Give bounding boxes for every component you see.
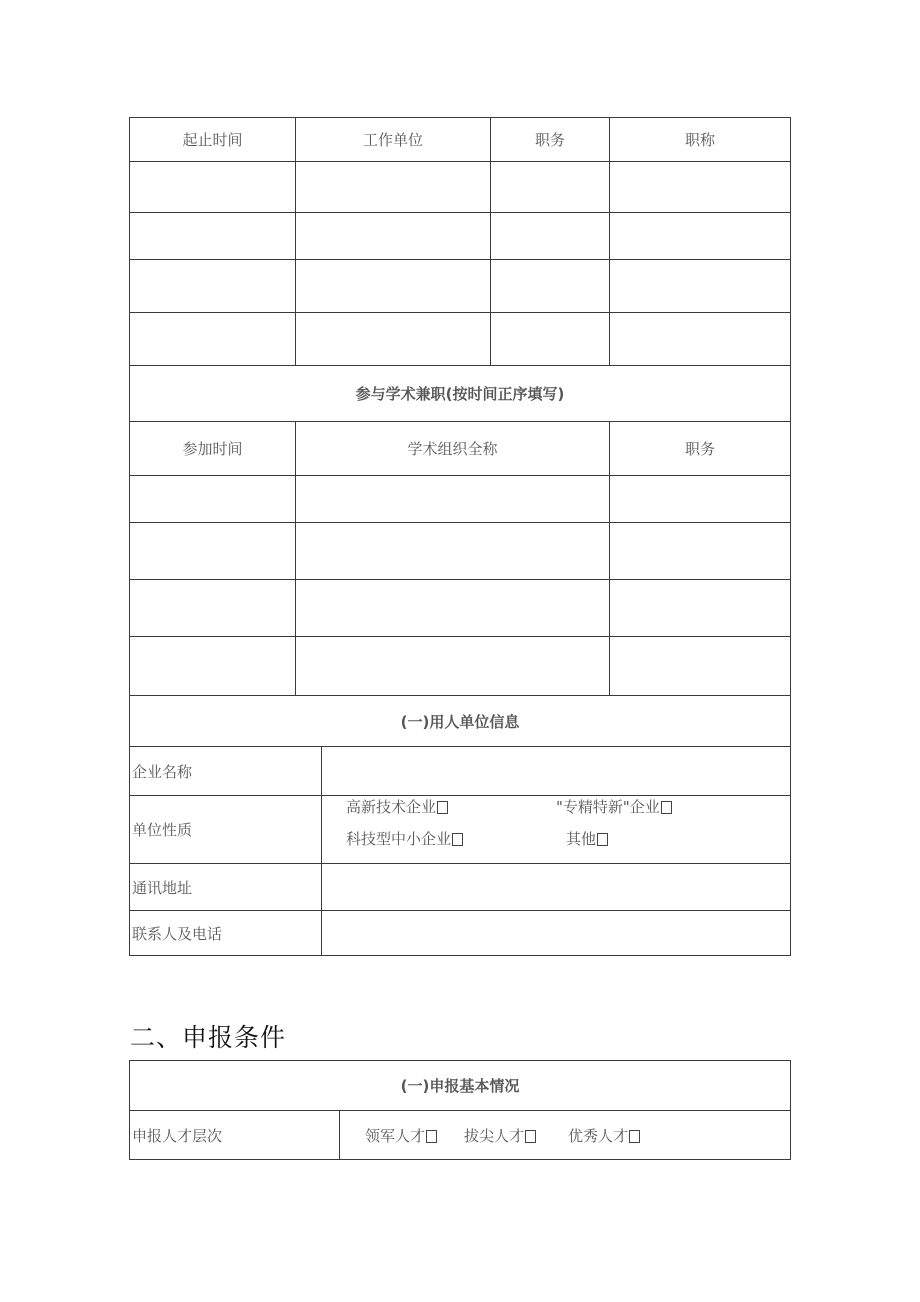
header-position: 职务: [491, 118, 610, 162]
join-time-cell[interactable]: [130, 523, 296, 580]
table-row: [130, 260, 791, 313]
option-sme-label: 科技型中小企业: [346, 830, 452, 848]
contact-row: [130, 911, 791, 956]
talent-level-label: 申报人才层次: [130, 1111, 340, 1160]
join-time-cell[interactable]: [130, 580, 296, 637]
option-leading-talent[interactable]: [365, 1125, 437, 1146]
header-work-unit: 工作单位: [296, 118, 491, 162]
option-specialized-label: "专精特新"企业: [556, 798, 660, 816]
company-name-field[interactable]: [322, 747, 791, 796]
option-other-label: 其他: [566, 830, 597, 848]
basics-section-title: (一)申报基本情况: [130, 1061, 791, 1111]
checkbox-icon[interactable]: [597, 833, 608, 846]
table-row: [130, 213, 791, 260]
org-name-cell[interactable]: [296, 580, 610, 637]
option-specialized[interactable]: [556, 796, 672, 817]
academic-position-cell[interactable]: [610, 523, 791, 580]
application-form-table: [129, 117, 791, 956]
checkbox-icon[interactable]: [426, 1130, 437, 1143]
period-cell[interactable]: [130, 260, 296, 313]
title-cell[interactable]: [610, 313, 791, 366]
table-row: [130, 637, 791, 696]
checkbox-icon[interactable]: [629, 1130, 640, 1143]
option-high-tech[interactable]: [346, 796, 448, 817]
period-cell[interactable]: [130, 213, 296, 260]
academic-position-cell[interactable]: [610, 637, 791, 696]
work-unit-cell[interactable]: [296, 313, 491, 366]
table-row: [130, 476, 791, 523]
address-label: 通讯地址: [130, 864, 322, 911]
position-cell[interactable]: [491, 313, 610, 366]
option-top-talent-label: 拔尖人才: [464, 1127, 525, 1145]
academic-title-row: [130, 366, 791, 422]
address-field[interactable]: [322, 864, 791, 911]
academic-position-cell[interactable]: [610, 580, 791, 637]
academic-position-cell[interactable]: [610, 476, 791, 523]
employer-title-row: [130, 696, 791, 747]
option-sme[interactable]: [346, 828, 463, 849]
contact-label: 联系人及电话: [130, 911, 322, 956]
header-org-name: 学术组织全称: [296, 422, 610, 476]
org-name-cell[interactable]: [296, 523, 610, 580]
work-unit-cell[interactable]: [296, 213, 491, 260]
basics-title-row: [130, 1061, 791, 1111]
title-cell[interactable]: [610, 162, 791, 213]
address-row: [130, 864, 791, 911]
checkbox-icon[interactable]: [452, 833, 463, 846]
table-row: [130, 313, 791, 366]
position-cell[interactable]: [491, 162, 610, 213]
org-name-cell[interactable]: [296, 476, 610, 523]
title-cell[interactable]: [610, 213, 791, 260]
org-name-cell[interactable]: [296, 637, 610, 696]
header-join-time: 参加时间: [130, 422, 296, 476]
academic-section-title: 参与学术兼职(按时间正序填写): [130, 366, 791, 422]
table-row: [130, 580, 791, 637]
checkbox-icon[interactable]: [437, 801, 448, 814]
company-name-row: [130, 747, 791, 796]
header-title: 职称: [610, 118, 791, 162]
work-unit-cell[interactable]: [296, 162, 491, 213]
table-row: [130, 523, 791, 580]
option-other[interactable]: [566, 828, 608, 849]
option-high-tech-label: 高新技术企业: [346, 798, 437, 816]
employer-section-title: (一)用人单位信息: [130, 696, 791, 747]
header-period: 起止时间: [130, 118, 296, 162]
company-name-label: 企业名称: [130, 747, 322, 796]
period-cell[interactable]: [130, 313, 296, 366]
option-leading-talent-label: 领军人才: [365, 1127, 426, 1145]
contact-field[interactable]: [322, 911, 791, 956]
option-excellent-talent[interactable]: [568, 1125, 640, 1146]
checkbox-icon[interactable]: [525, 1130, 536, 1143]
period-cell[interactable]: [130, 162, 296, 213]
position-cell[interactable]: [491, 213, 610, 260]
unit-nature-options: [322, 796, 791, 864]
talent-level-row: [130, 1111, 791, 1160]
option-top-talent[interactable]: [464, 1125, 536, 1146]
talent-level-options: [340, 1111, 791, 1160]
join-time-cell[interactable]: [130, 476, 296, 523]
header-academic-position: 职务: [610, 422, 791, 476]
unit-nature-row: [130, 796, 791, 864]
join-time-cell[interactable]: [130, 637, 296, 696]
checkbox-icon[interactable]: [661, 801, 672, 814]
option-excellent-talent-label: 优秀人才: [568, 1127, 629, 1145]
application-basics-table: [129, 1060, 791, 1160]
title-cell[interactable]: [610, 260, 791, 313]
academic-header-row: [130, 422, 791, 476]
table-row: [130, 162, 791, 213]
unit-nature-label: 单位性质: [130, 796, 322, 864]
work-unit-cell[interactable]: [296, 260, 491, 313]
work-history-header-row: [130, 118, 791, 162]
section-title: 二、申报条件: [130, 1023, 287, 1052]
position-cell[interactable]: [491, 260, 610, 313]
